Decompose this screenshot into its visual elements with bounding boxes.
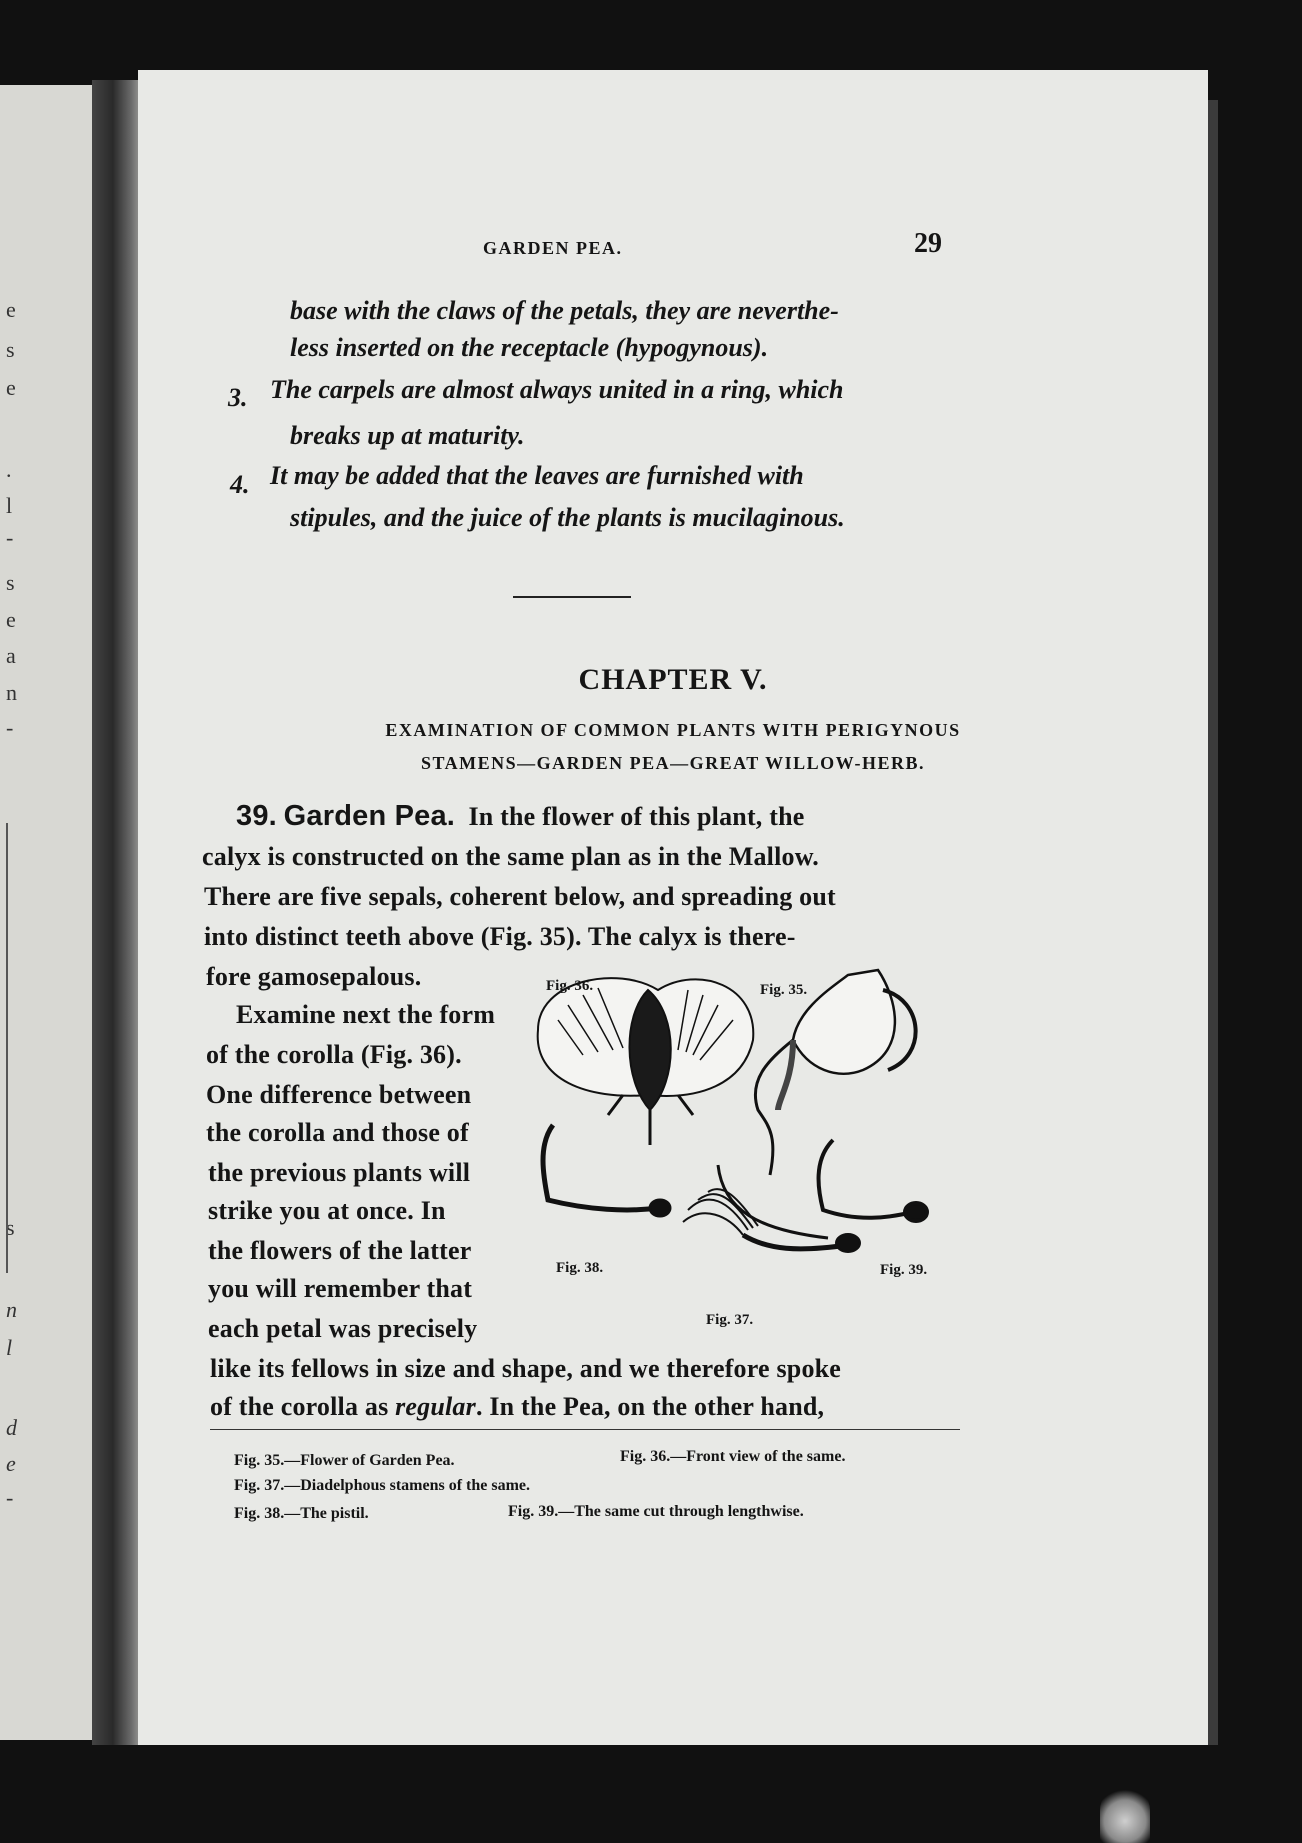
section-first-line: [236, 800, 804, 833]
chapter-subtitle-line1: EXAMINATION OF COMMON PLANTS WITH PERIGYNOUS: [385, 720, 961, 740]
fig-36-label: Fig. 36.: [546, 978, 594, 994]
caption-fig-36: Fig. 36.—Front view of the same.: [620, 1448, 846, 1465]
page-edge: [1208, 100, 1218, 1745]
left-page-fragment: -: [6, 715, 14, 740]
fig-36-drawing: [538, 978, 754, 1145]
body-last-line: [210, 1392, 824, 1422]
left-page-fragment: -: [6, 1485, 14, 1510]
left-page-fragment: n: [6, 680, 17, 705]
list-number: 3.: [228, 383, 248, 412]
italic-line: less inserted on the receptacle (hypogynous).: [290, 333, 769, 362]
section-heading: Garden Pea.: [283, 800, 456, 832]
left-page-fragment: s: [6, 1215, 15, 1240]
italic-line: The carpels are almost always united in a ring, which: [270, 375, 844, 404]
fig-35-label: Fig. 35.: [760, 982, 808, 998]
body-line: calyx is constructed on the same plan as in the Mallow.: [202, 842, 819, 871]
left-page-fragment: l: [6, 1335, 13, 1360]
body-text-italic: regular: [395, 1392, 476, 1421]
body-line: There are five sepals, coherent below, and spreading out: [204, 882, 836, 911]
body-line: into distinct teeth above (Fig. 35). The calyx is there-: [204, 922, 796, 951]
scan-artifact: [1100, 1788, 1150, 1843]
book-gutter: [92, 80, 144, 1745]
left-page-figure-edge: [0, 823, 8, 1273]
body-line: the flowers of the latter: [208, 1236, 472, 1265]
italic-line: stipules, and the juice of the plants is mucilaginous.: [290, 503, 845, 532]
caption-fig-38: Fig. 38.—The pistil.: [234, 1505, 369, 1522]
body-text: In the flower of this plant, the: [468, 802, 805, 831]
chapter-subtitle-line2: STAMENS—GARDEN PEA—GREAT WILLOW-HERB.: [420, 753, 926, 773]
section-divider: [513, 596, 631, 598]
chapter-title: CHAPTER V.: [578, 663, 768, 696]
section-number: 39.: [236, 800, 277, 832]
fig-38-label: Fig. 38.: [556, 1260, 604, 1276]
italic-line: It may be added that the leaves are furnished with: [270, 461, 804, 490]
body-line: like its fellows in size and shape, and we therefore spoke: [210, 1354, 842, 1383]
left-page-fragment: a: [6, 643, 16, 668]
body-line: the corolla and those of: [206, 1118, 469, 1147]
body-line: One difference between: [206, 1080, 472, 1109]
fig-39-drawing: [819, 1140, 927, 1221]
left-page-fragment: e: [6, 1451, 16, 1476]
left-page-fragment: s: [6, 337, 15, 362]
left-page-fragment: e: [6, 297, 16, 322]
body-line: Examine next the form: [236, 1000, 496, 1029]
list-number: 4.: [230, 470, 250, 499]
left-page-fragment: s: [6, 570, 15, 595]
body-text: of the corolla as: [210, 1392, 396, 1421]
page-number: 29: [914, 228, 942, 259]
italic-line: breaks up at maturity.: [290, 421, 525, 450]
italic-line: base with the claws of the petals, they are neverthe-: [290, 296, 839, 325]
left-page-strip: [0, 85, 92, 1740]
left-page-fragment: d: [6, 1415, 17, 1440]
left-page-fragment: n: [6, 1297, 17, 1322]
fig-39-label: Fig. 39.: [880, 1262, 928, 1278]
caption-fig-39: Fig. 39.—The same cut through lengthwise.: [508, 1503, 804, 1520]
left-page-fragment: e: [6, 375, 16, 400]
body-line: fore gamosepalous.: [206, 962, 422, 991]
fig-37-label: Fig. 37.: [706, 1312, 754, 1328]
fig-37-drawing: [683, 1165, 860, 1252]
caption-fig-35: Fig. 35.—Flower of Garden Pea.: [234, 1452, 455, 1469]
body-line: the previous plants will: [208, 1158, 471, 1187]
footnote-rule: [210, 1429, 960, 1430]
fig-35-drawing: [755, 970, 915, 1175]
left-page-fragment: l: [6, 493, 13, 518]
left-page-fragment: e: [6, 607, 16, 632]
caption-fig-37: Fig. 37.—Diadelphous stamens of the same.: [234, 1477, 531, 1494]
left-page-fragment: -: [6, 525, 14, 550]
body-text: . In the Pea, on the other hand,: [475, 1392, 825, 1421]
body-line: of the corolla (Fig. 36).: [206, 1040, 462, 1069]
body-line: strike you at once. In: [208, 1196, 446, 1225]
body-line: each petal was precisely: [208, 1314, 478, 1343]
body-line: you will remember that: [208, 1274, 473, 1303]
left-page-fragment: .: [6, 457, 12, 482]
running-head: GARDEN PEA.: [483, 238, 623, 258]
